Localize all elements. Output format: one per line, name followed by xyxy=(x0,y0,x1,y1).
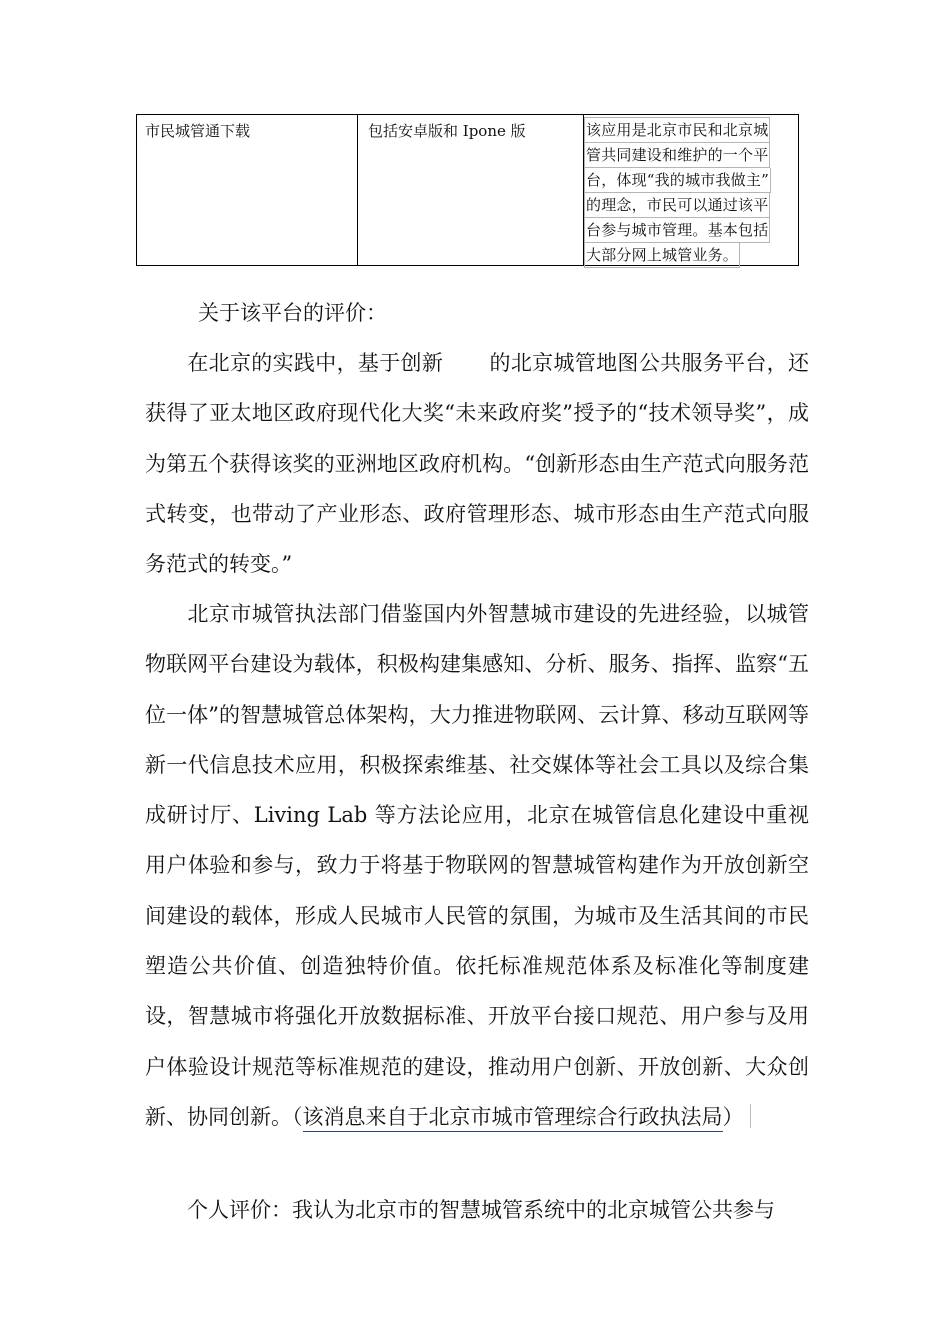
source-close-paren: ） xyxy=(722,1104,744,1129)
para2-text: 北京市城管执法部门借鉴国内外智慧城市建设的先进经验，以城管物联网平台建设为载体，积极构建集感知、分析、服务、指挥、监察“五位一体”的智慧城管总体架构，大力推进物联网、云计算、移动互联网等新一代信息技术应用，积极探索维基、社交媒体等社会工具以及综合集成研讨厅、Living Lab 等方法论应用，北京在城管信息化建设中重视用户体验和参与，致力于将基于物联网的智慧城管构建作为开放创新空间建设的载体，形成人民城市人民管的氛围，为城市及生活其间的市民塑造公共价值、创造独特价值。依托标准规范体系及标准化等制度建设，智慧城市将强化开放数据标准、开放平台接口规范、用户参与及用户体验设计规范等标准规范的建设，推动用户创新、开放创新、大众创新、协同创新。 xyxy=(145,602,809,1129)
section-heading: 关于该平台的评价： xyxy=(198,301,387,325)
description-line: 的理念，市民可以通过该平 xyxy=(584,193,770,218)
app-info-table xyxy=(136,114,799,266)
source-link[interactable]: 该消息来自于北京市城市管 xyxy=(303,1105,555,1132)
description-line: 管共同建设和维护的一个平 xyxy=(584,143,770,168)
table-cell-app-name: 市民城管通下载 xyxy=(137,115,358,265)
description-line: 大部分网上城管业务。 xyxy=(584,243,740,268)
text-cursor xyxy=(750,1104,751,1128)
table-cell-description xyxy=(584,115,798,265)
description-line: 台，体现“我的城市我做主” xyxy=(584,168,771,193)
description-line: 台参与城市管理。基本包括 xyxy=(584,218,770,243)
source-open-paren: （ xyxy=(292,1104,303,1129)
evaluation-paragraph xyxy=(145,338,809,589)
personal-evaluation-paragraph xyxy=(145,1185,809,1235)
para1-text-rest: 的北京城管地图公共服务平台，还获得了亚太地区政府现代化大奖“未来政府奖”授予的“技术领导奖”，成为第五个获得该奖的亚洲地区政府机构。“创新形态由生产范式向服务范式转变，也带动了产业形态、政府管理形态、城市形态由生产范式向服务范式的转变。” xyxy=(145,351,810,577)
description-line: 该应用是北京市民和北京城 xyxy=(584,117,770,143)
para1-text-start: 在北京的实践中，基于创新 xyxy=(187,351,444,375)
table-cell-versions: 包括安卓版和 Ipone 版 xyxy=(358,115,584,265)
para3-text: 个人评价：我认为北京市的智慧城管系统中的北京城管公共参与 xyxy=(187,1198,775,1222)
policy-paragraph xyxy=(145,589,809,1142)
source-link-continued[interactable]: 理综合行政执法局 xyxy=(555,1105,723,1132)
